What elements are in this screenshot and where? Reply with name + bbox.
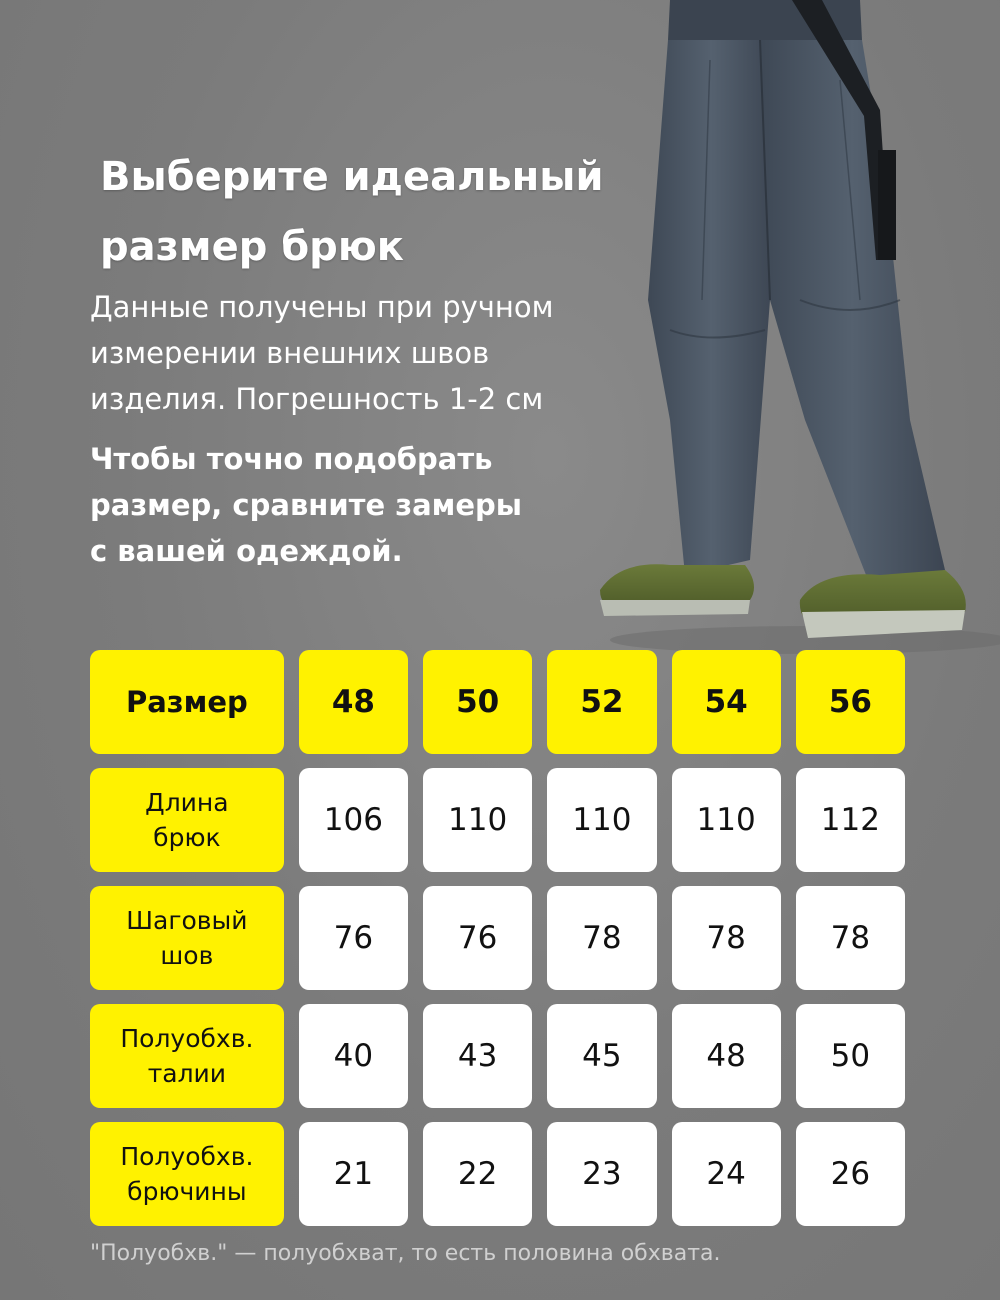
row-label-line-2: шов: [160, 941, 214, 970]
value-cell: 24: [672, 1122, 781, 1226]
row-label: [90, 1004, 284, 1108]
value-cell: 78: [672, 886, 781, 990]
footnote: "Полуобхв." — полуобхват, то есть половина обхвата.: [90, 1241, 721, 1266]
size-50: 50: [423, 650, 532, 754]
row-label: [90, 1122, 284, 1226]
row-label-line-1: Полуобхв.: [120, 1024, 254, 1053]
value-cell: 112: [796, 768, 905, 872]
note-line-2: измерении внешних швов: [90, 336, 490, 370]
row-half-leg: [90, 1122, 905, 1226]
size-48: 48: [299, 650, 408, 754]
row-label-line-1: Длина: [145, 788, 229, 817]
value-cell: 23: [547, 1122, 656, 1226]
row-label-line-1: Полуобхв.: [120, 1142, 254, 1171]
value-cell: 21: [299, 1122, 408, 1226]
row-label-line-1: Шаговый: [126, 906, 248, 935]
advice-line-3: с вашей одеждой.: [90, 534, 403, 568]
value-cell: 110: [672, 768, 781, 872]
value-cell: 106: [299, 768, 408, 872]
page-title: [100, 142, 660, 282]
value-cell: 78: [796, 886, 905, 990]
row-label-line-2: брючины: [127, 1177, 247, 1206]
value-cell: 76: [423, 886, 532, 990]
value-cell: 78: [547, 886, 656, 990]
measurement-note: [90, 284, 650, 422]
size-54: 54: [672, 650, 781, 754]
value-cell: 40: [299, 1004, 408, 1108]
note-line-3: изделия. Погрешность 1-2 см: [90, 382, 544, 416]
row-half-waist: [90, 1004, 905, 1108]
value-cell: 50: [796, 1004, 905, 1108]
value-cell: 45: [547, 1004, 656, 1108]
row-inseam: [90, 886, 905, 990]
value-cell: 48: [672, 1004, 781, 1108]
value-cell: 22: [423, 1122, 532, 1226]
advice-line-2: размер, сравните замеры: [90, 488, 522, 522]
size-56: 56: [796, 650, 905, 754]
value-cell: 26: [796, 1122, 905, 1226]
row-label: [90, 886, 284, 990]
row-label: [90, 768, 284, 872]
size-header-label: Размер: [90, 650, 284, 754]
advice-line-1: Чтобы точно подобрать: [90, 442, 493, 476]
size-header-row: [90, 650, 905, 754]
title-line-2: размер брюк: [100, 224, 404, 270]
compare-advice: [90, 436, 650, 574]
size-52: 52: [547, 650, 656, 754]
title-line-1: Выберите идеальный: [100, 154, 604, 200]
note-line-1: Данные получены при ручном: [90, 290, 554, 324]
row-label-line-2: талии: [147, 1059, 227, 1088]
value-cell: 76: [299, 886, 408, 990]
value-cell: 110: [547, 768, 656, 872]
size-table: [90, 650, 905, 1240]
row-pants-length: [90, 768, 905, 872]
row-label-line-2: брюк: [153, 823, 221, 852]
value-cell: 110: [423, 768, 532, 872]
value-cell: 43: [423, 1004, 532, 1108]
